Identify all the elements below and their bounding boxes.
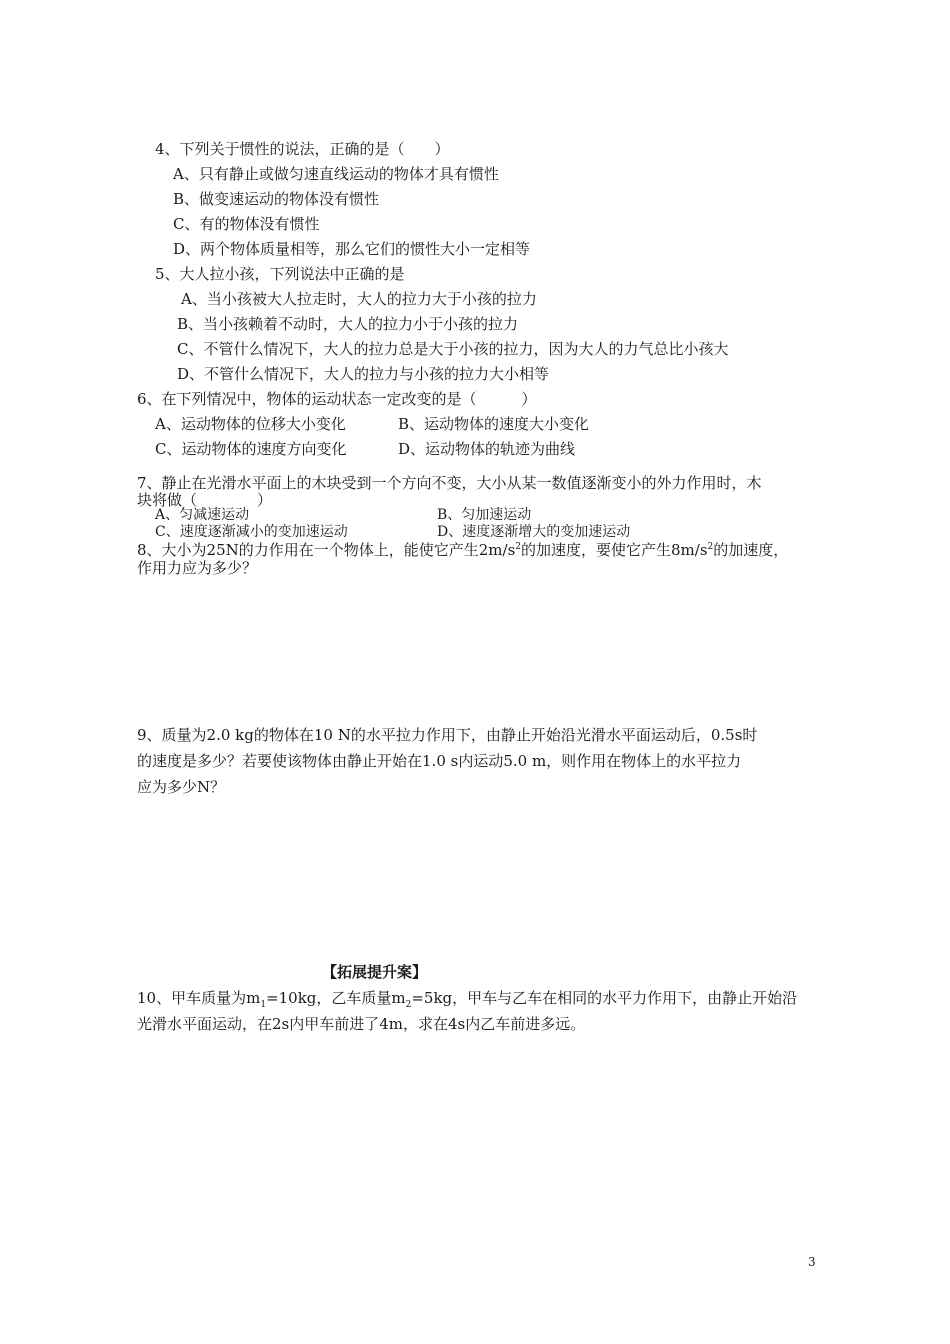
q7-option-d: D、速度逐渐增大的变加速运动: [437, 524, 631, 540]
q6-stem: 6、在下列情况中，物体的运动状态一定改变的是（ ）: [137, 390, 537, 408]
q5-stem: 5、大人拉小孩，下列说法中正确的是: [155, 265, 405, 283]
q8-stem-line1: 8、大小为25N的力作用在一个物体上，能使它产生$2m/s^2$的加速度，要使它产生$8m/s^2$的加速度，: [137, 541, 789, 559]
q9-stem-line3: 应为多少N？: [137, 778, 226, 796]
q4-stem: 4、下列关于惯性的说法，正确的是（ ）: [155, 140, 450, 158]
q6-option-b: B、运动物体的速度大小变化: [398, 415, 590, 433]
q4-option-c: C、有的物体没有惯性: [173, 215, 320, 233]
page-number: 3: [808, 1255, 816, 1269]
q4-option-b: B、做变速运动的物体没有惯性: [173, 190, 380, 208]
q4-option-a: A、只有静止或做匀速直线运动的物体才具有惯性: [173, 165, 499, 183]
q5-option-a: A、当小孩被大人拉走时，大人的拉力大于小孩的拉力: [181, 290, 537, 308]
q7-option-b: B、匀加速运动: [437, 507, 532, 523]
q4-option-d: D、两个物体质量相等，那么它们的惯性大小一定相等: [173, 240, 531, 258]
q9-stem-line2: 的速度是多少？若要使该物体由静止开始在1.0 s内运动5.0 m，则作用在物体上的水平拉力: [137, 752, 742, 770]
q6-option-d: D、运动物体的轨迹为曲线: [398, 440, 576, 458]
q9-stem-line1: 9、质量为2.0 kg的物体在10 N的水平拉力作用下，由静止开始沿光滑水平面运动后，0.5s时: [137, 726, 758, 744]
q7-stem-line2: 块将做（ ）: [137, 491, 273, 509]
q7-option-a: A、匀减速运动: [155, 507, 250, 523]
q6-option-c: C、运动物体的速度方向变化: [155, 440, 347, 458]
q5-option-c: C、不管什么情况下，大人的拉力总是大于小孩的拉力，因为大人的力气总比小孩大: [177, 340, 729, 358]
q7-stem-line1: 7、静止在光滑水平面上的木块受到一个方向不变，大小从某一数值逐渐变小的外力作用时，木: [137, 474, 762, 492]
q7-option-c: C、速度逐渐减小的变加速运动: [155, 524, 348, 540]
q5-option-b: B、当小孩赖着不动时，大人的拉力小于小孩的拉力: [177, 315, 519, 333]
section-title: 【拓展提升案】: [322, 963, 428, 981]
q5-option-d: D、不管什么情况下，大人的拉力与小孩的拉力大小相等: [177, 365, 550, 383]
q10-stem-line2: 光滑水平面运动，在2s内甲车前进了4m，求在4s内乙车前进多远。: [137, 1015, 586, 1033]
q10-stem-line1: 10、甲车质量为$m_1=10kg$，乙车质量$m_2=5kg$，甲车与乙车在相同的水平力作用下，由静止开始沿: [137, 989, 798, 1010]
q8-stem-line2: 作用力应为多少？: [137, 559, 258, 577]
q6-option-a: A、运动物体的位移大小变化: [155, 415, 346, 433]
